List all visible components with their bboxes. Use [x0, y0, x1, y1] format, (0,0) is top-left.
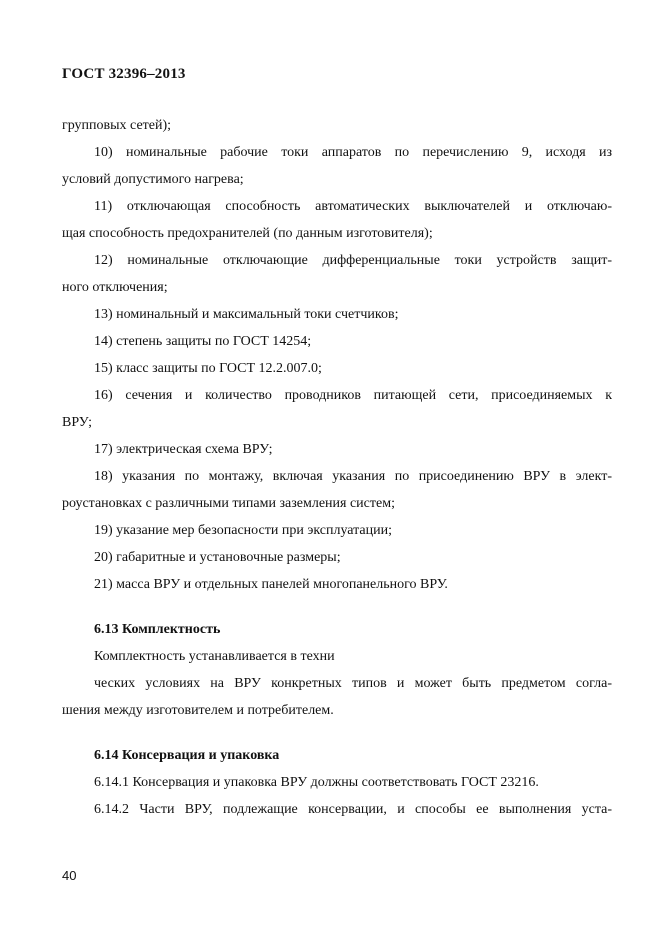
document-body	[62, 112, 612, 823]
list-item-10: 10) номинальные рабочие токи аппаратов по перечислению 9, исходя из	[94, 145, 612, 160]
list-item-21: 21) масса ВРУ и отдельных панелей многопанельного ВРУ.	[94, 577, 448, 592]
text-line: ВРУ;	[62, 415, 93, 430]
text-line: щая способность предохранителей (по данным изготовителя);	[62, 226, 433, 241]
paragraph-line: Комплектность устанавливается в техни	[94, 649, 335, 664]
paragraph-line: ческих условиях на ВРУ конкретных типов и может быть предметом согла-	[94, 676, 612, 691]
text-line: групповых сетей);	[62, 118, 172, 133]
text-line: условий допустимого нагрева;	[62, 172, 244, 187]
list-item-14: 14) степень защиты по ГОСТ 14254;	[94, 334, 312, 349]
standard-header: ГОСТ 32396–2013	[62, 66, 186, 82]
text-line: роустановках с различными типами заземления систем;	[62, 496, 395, 511]
section-heading-6-13: 6.13 Комплектность	[94, 622, 221, 637]
list-item-16: 16) сечения и количество проводников питающей сети, присоединяемых к	[94, 388, 612, 403]
section-heading-6-14: 6.14 Консервация и упаковка	[94, 748, 280, 763]
text-line: ного отключения;	[62, 280, 168, 295]
paragraph-line: шения между изготовителем и потребителем.	[62, 703, 334, 718]
list-item-12: 12) номинальные отключающие дифференциальные токи устройств защит-	[94, 253, 612, 268]
list-item-13: 13) номинальный и максимальный токи счетчиков;	[94, 307, 399, 322]
list-item-19: 19) указание мер безопасности при эксплуатации;	[94, 523, 393, 538]
paragraph-line: 6.14.2 Части ВРУ, подлежащие консервации, и способы ее выполнения уста-	[94, 802, 612, 817]
list-item-18: 18) указания по монтажу, включая указания по присоединению ВРУ в элект-	[94, 469, 612, 484]
paragraph-line: 6.14.1 Консервация и упаковка ВРУ должны соответствовать ГОСТ 23216.	[94, 775, 539, 790]
list-item-20: 20) габаритные и установочные размеры;	[94, 550, 341, 565]
list-item-17: 17) электрическая схема ВРУ;	[94, 442, 273, 457]
list-item-15: 15) класс защиты по ГОСТ 12.2.007.0;	[94, 361, 322, 376]
list-item-11: 11) отключающая способность автоматических выключателей и отключаю-	[94, 199, 612, 214]
page-number: 40	[62, 868, 77, 883]
